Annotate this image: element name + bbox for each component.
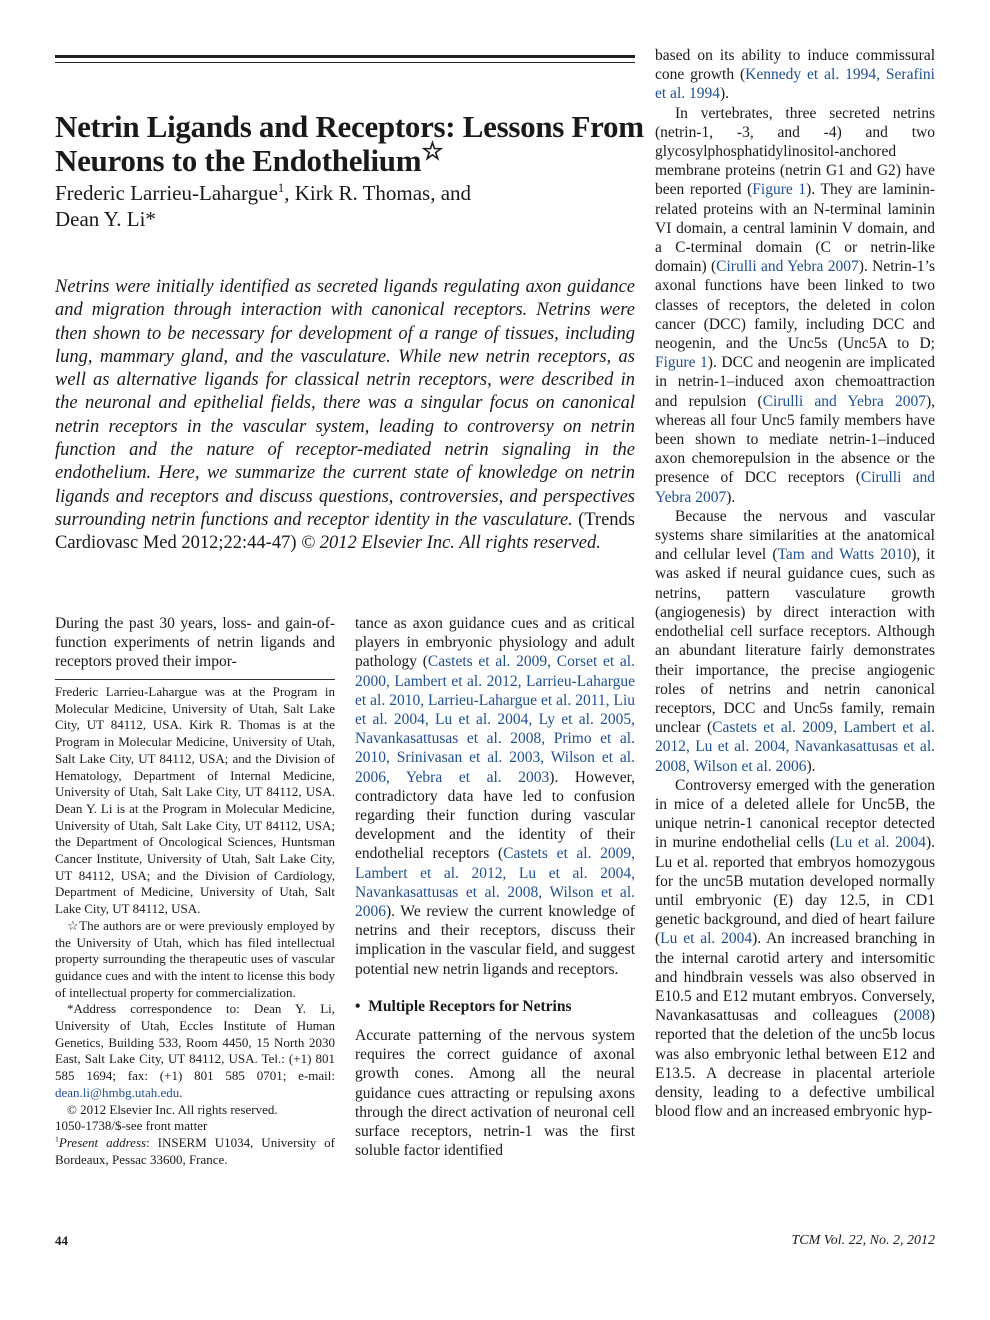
copyright-note: © 2012 Elsevier Inc. All rights reserved. bbox=[67, 1101, 278, 1117]
reference-link[interactable]: Lu et al. 2004 bbox=[835, 834, 926, 852]
right-paragraph-3: Because the nervous and vascular systems share similarities at the anatomical and cellular level (Tam and Watts 2010), it was asked if neural guidance cues, such as netrins, pattern vasculature growth (angiogenesis) by direct interaction with endothelial cell surface receptors. Although an abundant literature fairly demonstrates their importance, the precise angiogenic roles of netrins and netrin canonical receptors, DCC and Unc5s family, remain unclear (Castets et al. 2009, Lambert et al. 2012, Lu et al. 2004, Navankasattusas et al. 2008, Wilson et al. 2006). bbox=[655, 507, 935, 775]
top-rule bbox=[55, 55, 635, 58]
page-number: 44 bbox=[55, 1233, 68, 1248]
reference-link[interactable]: Castets et al. 2009, Corset et al. 2000, Lambert et al. 2012, Larrieu-Lahargue et al. 2010, Larrieu-Lahargue et al. 2011, Liu et al. 2004, Lu et al. 2004, Ly et al. 2005, Navankasattusas et al. 2008, Primo et al. 2010, Srinivasan et al. 2003, Wilson et al. 2006, Yebra et al. 2003 bbox=[355, 653, 635, 786]
abstract-text: Netrins were initially identified as secreted ligands regulating axon guidance and migration through interaction with canonical receptors. Netrins were then shown to be necessary for development of a range of tissues, including lung, mammary gland, and the vasculature. While new netrin receptors, as well as alternative ligands for classical netrin receptors, were described in the neuronal and epithelial fields, there was a singular focus on canonical netrin receptors in the vascular system, leading to controversy on netrin function and the nature of receptor-mediated netrin signaling in the endothelium. Here, we summarize the current state of knowledge on netrin ligands and receptors and discuss questions, controversies, and perspectives surrounding netrin functions and receptor identity in the vasculature. bbox=[55, 277, 635, 530]
right-paragraph-1: based on its ability to induce commissural cone growth (Kennedy et al. 1994, Serafini et al. 1994). bbox=[655, 47, 935, 103]
footnotes bbox=[55, 684, 335, 1168]
right-paragraph-2: In vertebrates, three secreted netrins (netrin-1, -3, and -4) and two glycosylphosphatidylinositol-anchored membrane proteins (netrin G1 and G2) have been reported (Figure 1). They are laminin-related proteins with an N-terminal laminin VI domain, a central laminin V domain, and a C-terminal domain (C or netrin-like domain) (Cirulli and Yebra 2007). Netrin-1’s axonal functions have been linked to two classes of receptors, the deleted in colon cancer (DCC) family, including DCC and neogenin, and the Unc5s (Unc5A to D; Figure 1). DCC and neogenin are implicated in netrin-1–induced axon chemoattraction and repulsion (Cirulli and Yebra 2007), whereas all four Unc5 family members have been shown to mediate netrin-1–induced axon chemorepulsion in the absence or the presence of DCC receptors (Cirulli and Yebra 2007). bbox=[655, 104, 936, 506]
disclosure-note: ☆The authors are or were previously employed by the University of Utah, which has filed intellectual property surrounding the therapeutic uses of vascular guidance cues and with the intent to license this body of intellectual property for commercialization. bbox=[55, 917, 335, 1000]
section-bullet: • bbox=[355, 997, 361, 1015]
reference-link[interactable]: 2008 bbox=[898, 1007, 930, 1025]
middle-column bbox=[355, 614, 635, 1160]
article-title: Netrin Ligands and Receptors: Lessons From Neurons to the Endothelium☆ bbox=[55, 109, 644, 178]
author-footnote-mark: 1 bbox=[277, 181, 285, 195]
reference-link[interactable]: Cirulli and Yebra 2007 bbox=[655, 469, 935, 506]
abstract-rights: © 2012 Elsevier Inc. All rights reserved. bbox=[301, 533, 601, 554]
top-rule-thin bbox=[55, 62, 635, 63]
middle-paragraph-2: Accurate patterning of the nervous system requires the correct guidance of axonal growth cones. Among all the neural guidance cues attracting or repulsing axons through the direct activation of neuronal cell surface receptors, netrin-1 was the first soluble factor identified bbox=[355, 1027, 635, 1160]
reference-link[interactable]: Kennedy et al. 1994, Serafini et al. 1994 bbox=[655, 66, 935, 103]
reference-link[interactable]: Castets et al. 2009, Lambert et al. 2012, Lu et al. 2004, Navankasattusas et al. 2008, Wilson et al. 2006 bbox=[355, 845, 635, 921]
abstract bbox=[55, 276, 635, 556]
correspondence-note: *Address correspondence to: Dean Y. Li, University of Utah, Eccles Institute of Human Genetics, Building 533, Room 4450, 15 North 2030 East, Salt Lake City, UT 84112, USA. Tel.: (+1) 801 585 1694; fax: (+1) 801 585 0701; e-mail: dean.li@hmbg.utah.edu. bbox=[55, 1001, 335, 1100]
reference-link[interactable]: Cirulli and Yebra 2007 bbox=[716, 258, 859, 276]
email-link[interactable]: dean.li@hmbg.utah.edu bbox=[55, 1084, 180, 1100]
figure-link[interactable]: Figure 1 bbox=[752, 181, 807, 199]
figure-link[interactable]: Figure 1 bbox=[655, 354, 708, 372]
section-heading: • Multiple Receptors for Netrins bbox=[355, 997, 572, 1015]
right-paragraph-4: Controversy emerged with the generation in mice of a deleted allele for Unc5B, the unique netrin-1 canonical receptor detected in murine endothelial cells (Lu et al. 2004). Lu et al. reported that embryos homozygous for the unc5B mutation developed normally until embryonic (E) day 12.5, in CD1 genetic background, and died of heart failure (Lu et al. 2004). An increased branching in the internal carotid artery and intersomitic and hindbrain vessels was also observed in E10.5 and E12 mutant embryos. Conversely, Navankasattusas and colleagues (2008) reported that the deletion of the unc5b locus was also embryonic lethal between E12 and E13.5. A decrease in placental arteriole density, leading to a defective umbilical blood flow and an increased embryonic hyp- bbox=[655, 776, 936, 1121]
reference-link[interactable]: Lu et al. 2004 bbox=[660, 930, 753, 948]
reference-link[interactable]: Castets et al. 2009, Lambert et al. 2012, Lu et al. 2004, Navankasattusas et al. 2008, Wilson et al. 2006 bbox=[655, 719, 935, 775]
present-address-note: $^1$Present address: INSERM U1034, University of Bordeaux, Pessac 33600, France. bbox=[55, 1134, 335, 1167]
title-star-mark: ☆ bbox=[421, 138, 444, 166]
reference-link[interactable]: Cirulli and Yebra 2007 bbox=[762, 392, 926, 410]
author-list: Frederic Larrieu-Lahargue$^1$, Kirk R. Thomas, and Dean Y. Li* bbox=[55, 181, 472, 231]
abstract-citation: (Trends Cardiovasc Med 2012;22:44-47) bbox=[55, 509, 635, 554]
intro-paragraph: During the past 30 years, loss- and gain-of-function experiments of netrin ligands and receptors proved their impor- bbox=[55, 615, 335, 671]
middle-paragraph-1: tance as axon guidance cues and as critical players in embryonic physiology and adult pathology (Castets et al. 2009, Corset et al. 2000, Lambert et al. 2012, Larrieu-Lahargue et al. 2010, Larrieu-Lahargue et al. 2011, Liu et al. 2004, Lu et al. 2004, Ly et al. 2005, Navankasattusas et al. 2008, Primo et al. 2010, Srinivasan et al. 2003, Wilson et al. 2006, Yebra et al. 2003). However, contradictory data have led to confusion regarding their function during vascular development and the identity of their endothelial receptors (Castets et al. 2009, Lambert et al. 2012, Lu et al. 2004, Navankasattusas et al. 2008, Wilson et al. 2006). We review the current knowledge of netrins and their receptors, discuss their implication in the vascular field, and suggest potential new netrin ligands and receptors. bbox=[355, 615, 635, 978]
journal-footer: TCM Vol. 22, No. 2, 2012 bbox=[791, 1233, 935, 1248]
affiliation-note: Frederic Larrieu-Lahargue was at the Program in Molecular Medicine, University of Utah, Salt Lake City, UT 84112, USA. Kirk R. Thomas is at the Program in Molecular Medicine, University of Utah, Salt Lake City, UT 84112, USA; and the Division of Hematology, Department of Internal Medicine, University of Utah, Salt Lake City, UT 84112, USA. Dean Y. Li is at the Program in Molecular Medicine, University of Utah, Salt Lake City, UT 84112, USA; the Department of Oncological Sciences, Huntsman Cancer Institute, University of Utah, Salt Lake City, UT 84112, USA; and the Division of Cardiology, Department of Medicine, University of Utah, Salt Lake City, UT 84112, USA. bbox=[55, 684, 335, 917]
issn-note: 1050-1738/$-see front matter bbox=[55, 1118, 208, 1134]
right-column bbox=[655, 46, 935, 1121]
left-column bbox=[55, 614, 335, 672]
footnote-rule bbox=[55, 679, 335, 680]
reference-link[interactable]: Tam and Watts 2010 bbox=[777, 546, 912, 564]
